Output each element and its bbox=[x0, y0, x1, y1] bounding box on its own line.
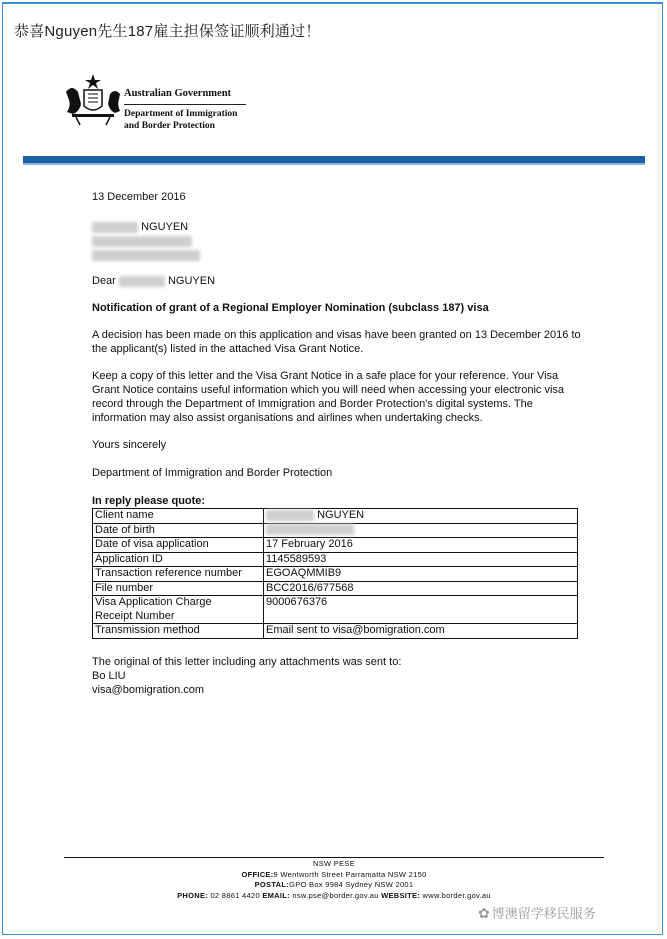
table-row: Client name NGUYEN bbox=[93, 509, 578, 524]
paragraph-decision: A decision has been made on this application and visas have been granted on 13 December 2016 to the applicant(s) listed in the attached Visa Grant Notice. bbox=[92, 329, 581, 355]
footer-contact: PHONE: 02 8861 4420 EMAIL: nsw.pse@border.gov.au WEBSITE: www.border.gov.au bbox=[177, 890, 491, 900]
letter-subject: Notification of grant of a Regional Employer Nomination (subclass 187) visa bbox=[92, 302, 489, 314]
header-accent-underline bbox=[23, 163, 645, 165]
redacted-suburb bbox=[92, 250, 200, 261]
redacted-salutation-name bbox=[119, 276, 165, 287]
signoff: Department of Immigration and Border Protection bbox=[92, 467, 333, 479]
reference-table bbox=[92, 508, 578, 639]
salutation: Dear NGUYEN bbox=[92, 275, 216, 287]
coat-of-arms-icon bbox=[58, 72, 128, 127]
table-row: File number BCC2016/677568 bbox=[93, 581, 578, 596]
redacted-date-of-birth bbox=[266, 524, 354, 535]
table-row: Application ID 1145589593 bbox=[93, 552, 578, 567]
watermark: ✿ 博澳留学移民服务 bbox=[478, 905, 596, 921]
quote-heading: In reply please quote: bbox=[92, 495, 206, 507]
footer-office-name: NSW PESE bbox=[313, 859, 355, 868]
letter-body bbox=[92, 190, 582, 697]
table-row: Visa Application Charge Receipt Number 9000676376 bbox=[93, 596, 578, 624]
department-name: Department of Immigration and Border Protection bbox=[124, 109, 238, 131]
table-row: Transmission method Email sent to visa@bomigration.com bbox=[93, 624, 578, 639]
addressee-surname: NGUYEN bbox=[141, 221, 189, 233]
recipient-name: Bo LIU bbox=[92, 669, 126, 682]
closing: Yours sincerely bbox=[92, 439, 167, 451]
redacted-given-name bbox=[92, 222, 138, 233]
footer-office: OFFICE:9 Wentworth Street Parramatta NSW 2150 bbox=[241, 869, 427, 879]
table-row: Date of visa application 17 February 2016 bbox=[93, 538, 578, 553]
table-row: Transaction reference number EGOAQMMIB9 bbox=[93, 567, 578, 582]
paragraph-keep-copy: Keep a copy of this letter and the Visa Grant Notice in a safe place for your reference. Your Visa Grant Notice contains useful information which you will need when accessing your electronic visa record through the Department of Immigration and Border Protection's digital systems. The information may also assist organisations and airlines when undertaking checks. bbox=[92, 370, 565, 424]
letter-date: 13 December 2016 bbox=[92, 191, 186, 203]
table-row: Date of birth bbox=[93, 523, 578, 538]
redacted-street bbox=[92, 236, 192, 247]
wechat-icon: ✿ bbox=[478, 905, 490, 921]
recipient-email: visa@bomigration.com bbox=[92, 683, 205, 696]
address-block bbox=[92, 220, 582, 262]
footer-postal: POSTAL:GPO Box 9984 Sydney NSW 2001 bbox=[254, 880, 414, 889]
redacted-client-given-name bbox=[266, 510, 314, 521]
government-name: Australian Government bbox=[124, 88, 246, 105]
footer-divider bbox=[64, 857, 604, 858]
letter-footer bbox=[64, 859, 604, 901]
header-accent-bar bbox=[23, 156, 645, 163]
original-sent-note: The original of this letter including any attachments was sent to: bbox=[92, 655, 402, 668]
post-caption: 恭喜Nguyen先生187雇主担保签证顺利通过！ bbox=[14, 23, 321, 40]
agency-header bbox=[124, 88, 246, 132]
